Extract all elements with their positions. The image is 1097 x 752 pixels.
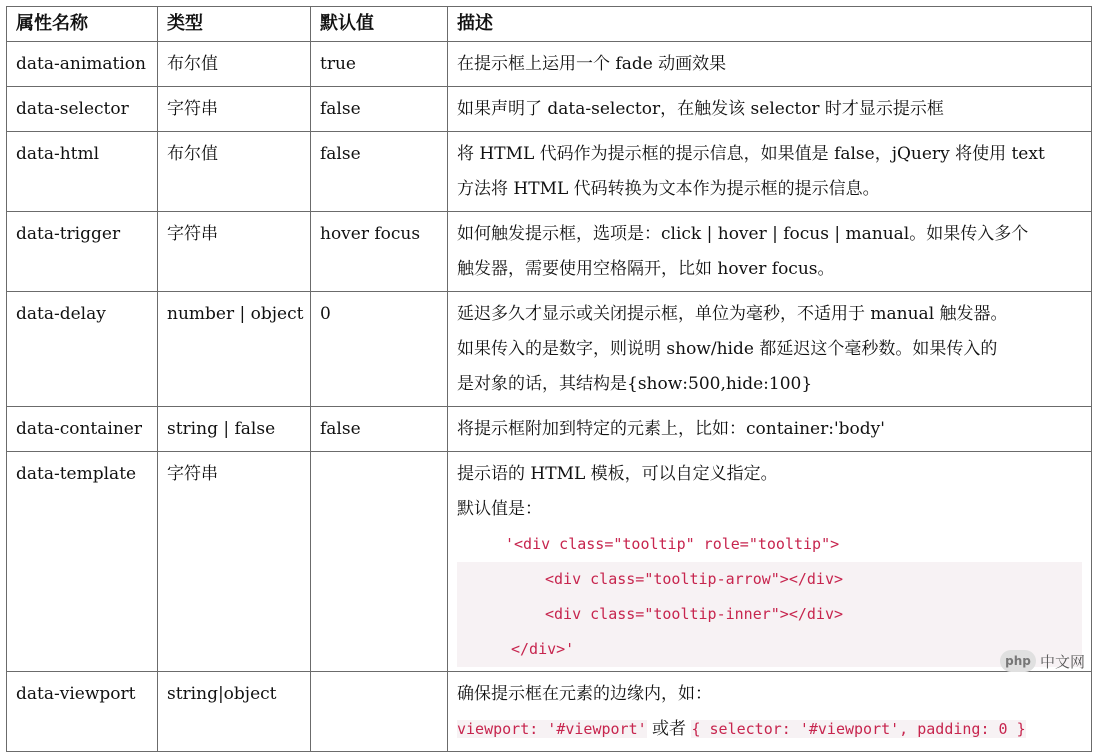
description-line: 将 HTML 代码作为提示框的提示信息，如果值是 false，jQuery 将使用 text bbox=[457, 144, 1045, 164]
attr-type: string | false bbox=[158, 407, 311, 452]
description-line: 如果传入的是数字，则说明 show/hide 都延迟这个毫秒数。如果传入的 bbox=[457, 339, 998, 359]
attr-description bbox=[448, 672, 1092, 752]
attr-description bbox=[448, 292, 1092, 407]
description-line: 在提示框上运用一个 fade 动画效果 bbox=[457, 54, 727, 74]
attr-description bbox=[448, 407, 1092, 452]
watermark bbox=[1000, 650, 1085, 672]
attr-name: data-trigger bbox=[7, 212, 158, 292]
code-line: '<div class="tooltip" role="tooltip"> bbox=[505, 535, 840, 553]
watermark-text: 中文网 bbox=[1039, 652, 1085, 671]
description-line: 如果声明了 data-selector，在触发该 selector 时才显示提示框 bbox=[457, 99, 944, 119]
code-line: <div class="tooltip-arrow"></div> bbox=[457, 562, 1082, 597]
attr-default: hover focus bbox=[311, 212, 448, 292]
attr-default: false bbox=[311, 87, 448, 132]
code-snippet: { selector: '#viewport', padding: 0 } bbox=[691, 720, 1026, 738]
attr-type: 字符串 bbox=[158, 452, 311, 672]
description-line: 将提示框附加到特定的元素上，比如：container:'body' bbox=[457, 419, 885, 439]
attr-name: data-template bbox=[7, 452, 158, 672]
code-line: <div class="tooltip-inner"></div> bbox=[457, 597, 1082, 632]
attr-description bbox=[448, 212, 1092, 292]
table-row bbox=[7, 452, 1092, 672]
attr-description bbox=[448, 452, 1092, 672]
attr-description bbox=[448, 87, 1092, 132]
table-row bbox=[7, 292, 1092, 407]
table-row bbox=[7, 407, 1092, 452]
attr-default bbox=[311, 452, 448, 672]
attr-default: 0 bbox=[311, 292, 448, 407]
description-line: 是对象的话，其结构是{show:500,hide:100} bbox=[457, 374, 813, 394]
header-type: 类型 bbox=[158, 7, 311, 42]
header-row bbox=[7, 7, 1092, 42]
attributes-table-wrapper bbox=[6, 6, 1092, 752]
table-row bbox=[7, 212, 1092, 292]
attr-default: false bbox=[311, 132, 448, 212]
code-line: </div>' bbox=[457, 632, 1082, 667]
description-line: 触发器，需要使用空格隔开，比如 hover focus。 bbox=[457, 259, 835, 279]
attr-description bbox=[448, 132, 1092, 212]
table-row bbox=[7, 132, 1092, 212]
code-separator: 或者 bbox=[646, 719, 692, 739]
attr-name: data-animation bbox=[7, 42, 158, 87]
description-line: 默认值是： bbox=[457, 499, 542, 519]
attr-type: string|object bbox=[158, 672, 311, 752]
php-logo-icon: php bbox=[1000, 650, 1036, 672]
description-line: 确保提示框在元素的边缘内，如： bbox=[457, 684, 712, 704]
table-row bbox=[7, 672, 1092, 752]
description-line: 如何触发提示框，选项是：click | hover | focus | manual。如果传入多个 bbox=[457, 224, 1029, 244]
table-row bbox=[7, 87, 1092, 132]
attr-type: 字符串 bbox=[158, 212, 311, 292]
attr-name: data-delay bbox=[7, 292, 158, 407]
header-default: 默认值 bbox=[311, 7, 448, 42]
attr-type: 布尔值 bbox=[158, 132, 311, 212]
table-row bbox=[7, 42, 1092, 87]
attr-default: false bbox=[311, 407, 448, 452]
attributes-table bbox=[6, 6, 1092, 752]
description-code-line bbox=[457, 712, 1082, 747]
code-snippet: viewport: '#viewport' bbox=[457, 720, 647, 738]
attr-type: 字符串 bbox=[158, 87, 311, 132]
attr-type: 布尔值 bbox=[158, 42, 311, 87]
header-description: 描述 bbox=[448, 7, 1092, 42]
header-name: 属性名称 bbox=[7, 7, 158, 42]
attr-name: data-selector bbox=[7, 87, 158, 132]
attr-name: data-html bbox=[7, 132, 158, 212]
description-line: 方法将 HTML 代码转换为文本作为提示框的提示信息。 bbox=[457, 179, 880, 199]
attr-description bbox=[448, 42, 1092, 87]
attr-type: number | object bbox=[158, 292, 311, 407]
attr-name: data-viewport bbox=[7, 672, 158, 752]
attr-name: data-container bbox=[7, 407, 158, 452]
description-line: 提示语的 HTML 模板，可以自定义指定。 bbox=[457, 464, 778, 484]
attr-default: true bbox=[311, 42, 448, 87]
description-line: 延迟多久才显示或关闭提示框，单位为毫秒，不适用于 manual 触发器。 bbox=[457, 304, 1008, 324]
attr-default bbox=[311, 672, 448, 752]
